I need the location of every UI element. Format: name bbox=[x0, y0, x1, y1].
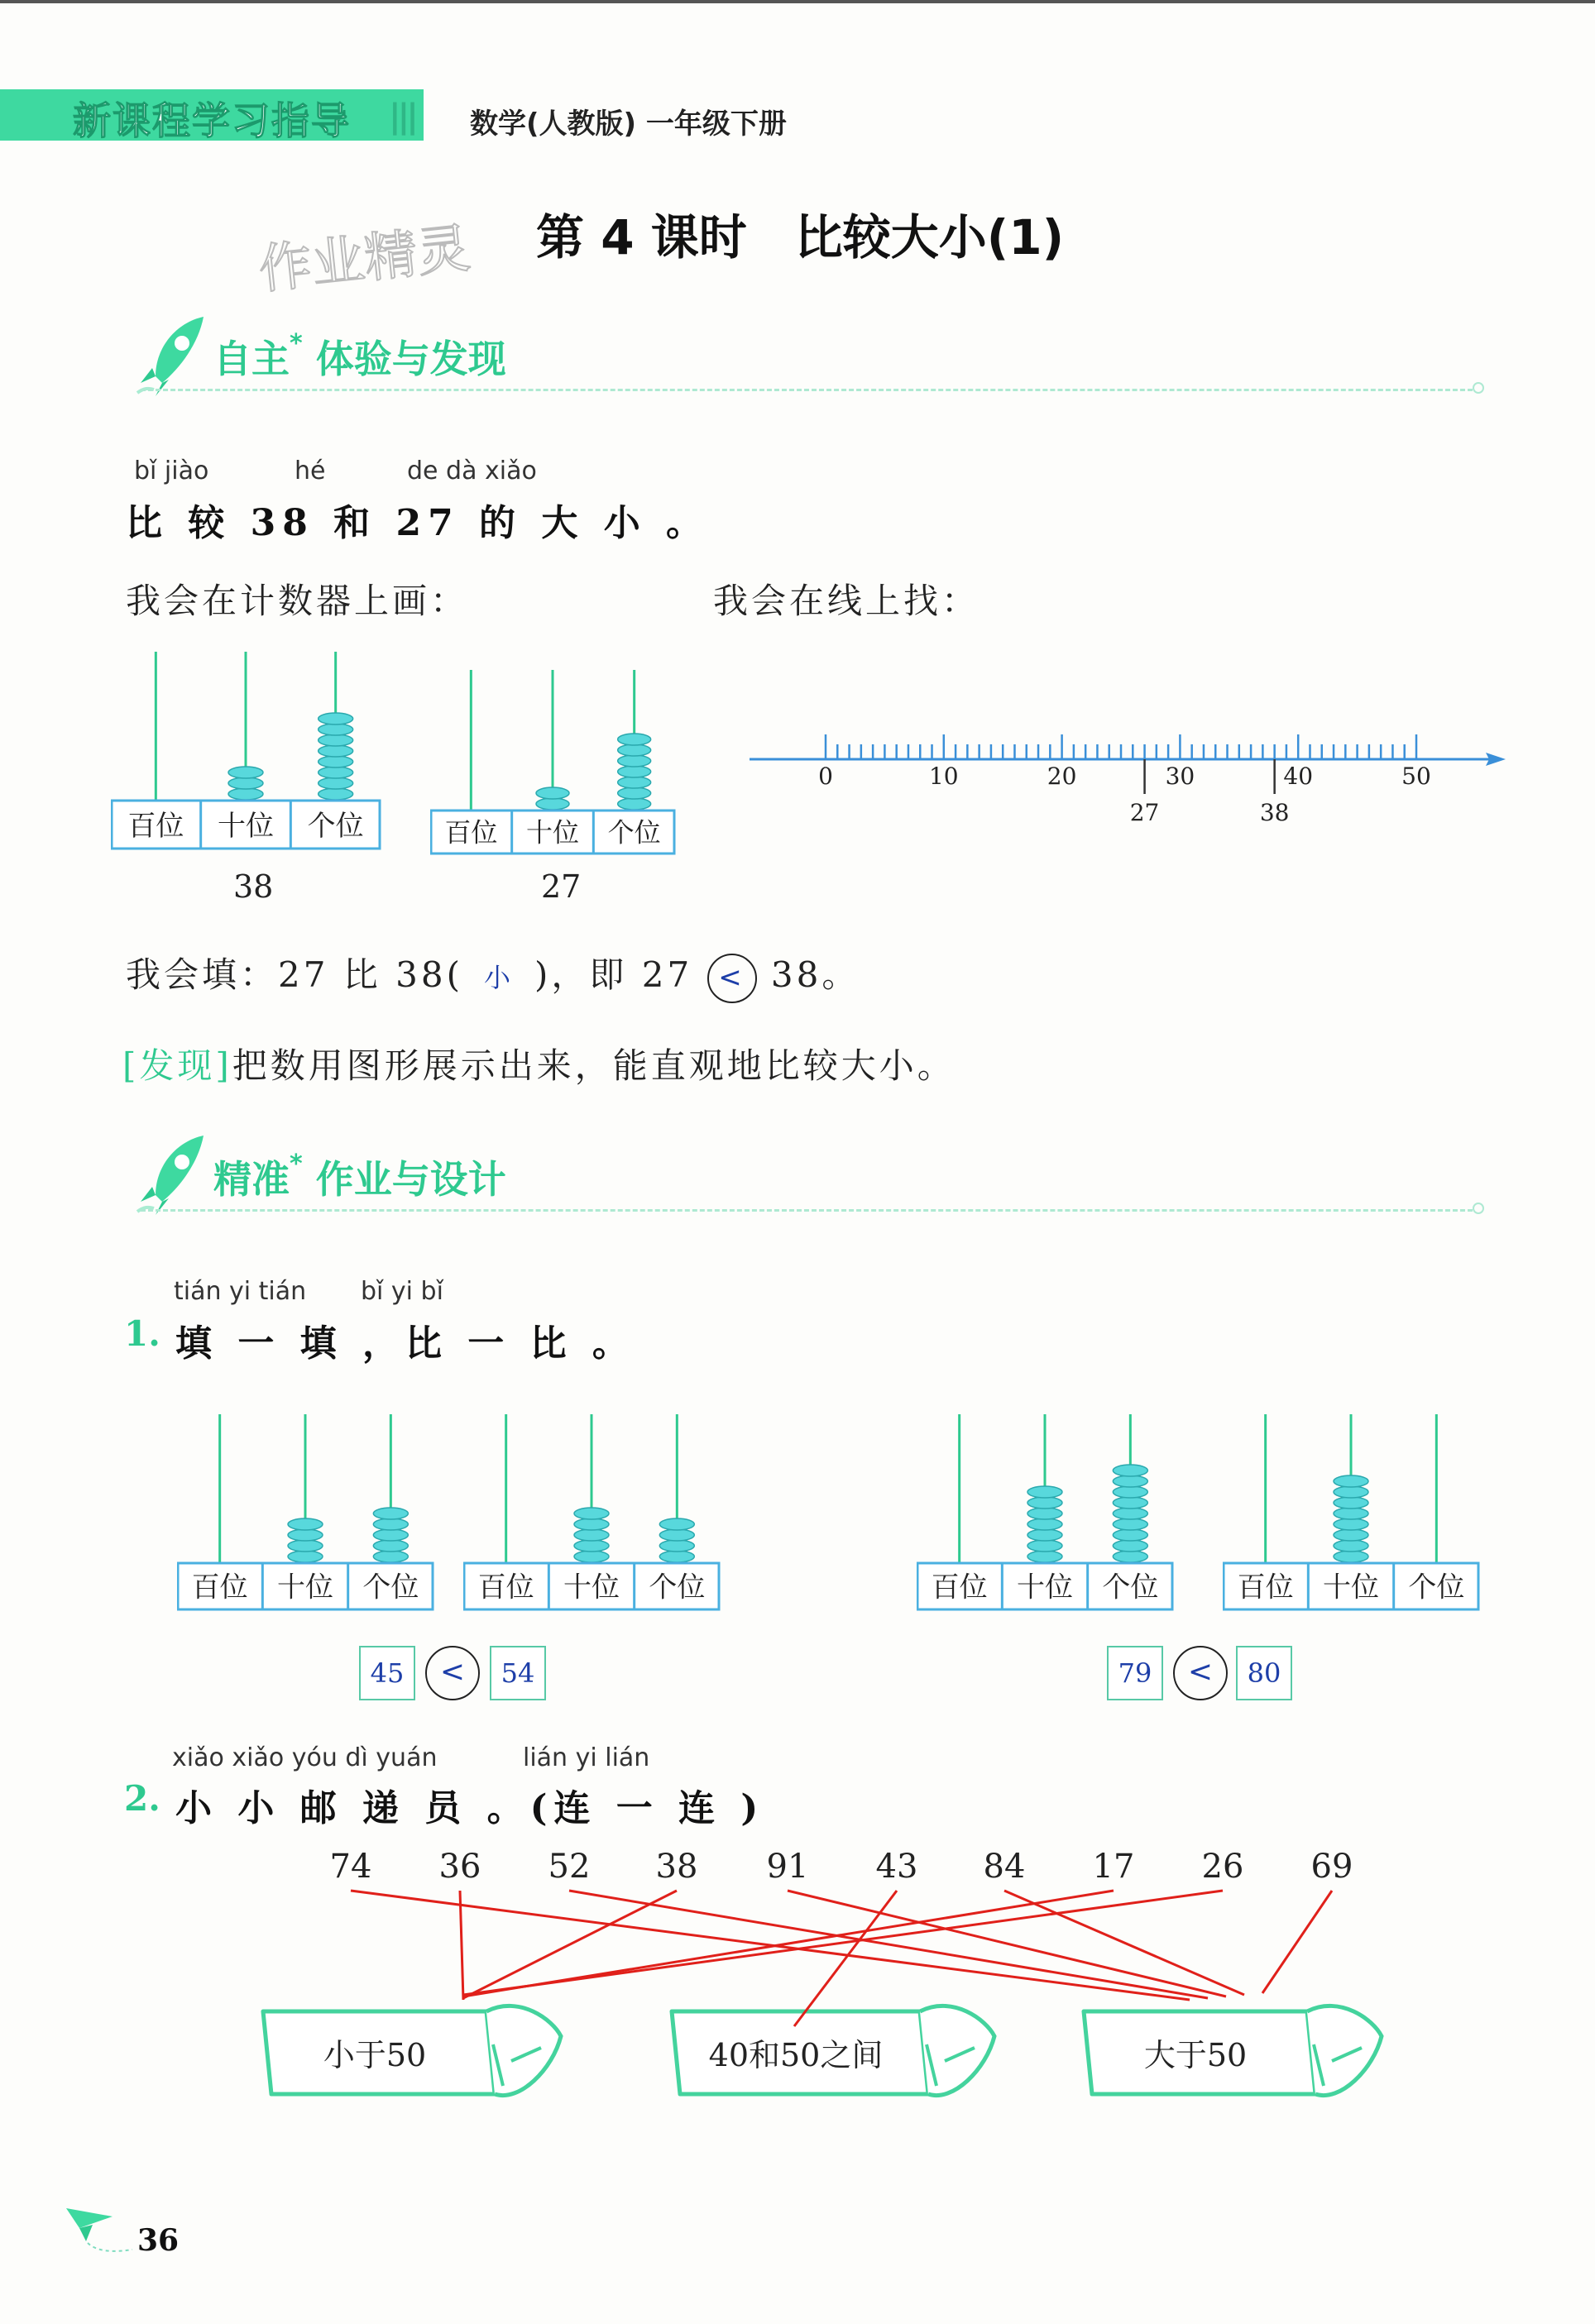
mailbox-flap bbox=[920, 2006, 994, 2095]
tens-bead bbox=[1027, 1540, 1062, 1552]
ones-bead bbox=[1113, 1540, 1147, 1552]
pinyin-2: hé bbox=[295, 457, 326, 485]
place-label: 十位 bbox=[277, 1571, 333, 1604]
ones-bead bbox=[1113, 1529, 1147, 1541]
fill-answer-symbol: < bbox=[707, 954, 757, 1003]
star-icon: * bbox=[290, 1150, 303, 1179]
ones-bead bbox=[659, 1551, 694, 1562]
fill-middle: )，即 27 bbox=[534, 954, 693, 995]
ones-bead bbox=[1113, 1475, 1147, 1487]
q1-answer-left-2[interactable]: 79 bbox=[1107, 1646, 1163, 1700]
pinyin-1: bǐ jiào bbox=[134, 457, 209, 485]
ones-bead bbox=[319, 788, 353, 800]
connection-line bbox=[463, 1891, 1223, 1995]
q1-answer-left-1[interactable]: 45 bbox=[359, 1646, 415, 1700]
abacus-38-number: 38 bbox=[233, 868, 274, 905]
tens-bead bbox=[228, 777, 263, 789]
q2-text: 小 小 邮 递 员 。(连 一 连 ) bbox=[175, 1787, 765, 1829]
ones-bead bbox=[1113, 1497, 1147, 1509]
tens-bead bbox=[1027, 1518, 1062, 1530]
discovery-text: 把数用图形展示出来，能直观地比较大小。 bbox=[232, 1045, 956, 1086]
tens-bead bbox=[1334, 1508, 1368, 1519]
tick-label: 10 bbox=[928, 763, 959, 790]
letter-number: 74 bbox=[329, 1848, 372, 1886]
q1-answer-symbol-1[interactable]: < bbox=[425, 1646, 480, 1700]
mailbox-matching bbox=[0, 1836, 1595, 2134]
place-label: 个位 bbox=[607, 816, 661, 849]
discovery-note bbox=[122, 1039, 956, 1088]
ones-bead bbox=[319, 745, 353, 757]
tens-bead bbox=[228, 788, 263, 800]
q1-abacus-3 bbox=[917, 1406, 1181, 1613]
fill-suffix: 38。 bbox=[770, 954, 860, 995]
connection-line bbox=[1262, 1891, 1332, 1993]
ones-bead bbox=[659, 1529, 694, 1541]
connection-line bbox=[351, 1891, 1190, 2000]
place-label: 十位 bbox=[1323, 1571, 1379, 1604]
mark-label: 27 bbox=[1129, 799, 1160, 826]
pinyin-3: de dà xiǎo bbox=[407, 457, 537, 485]
q1-pinyin-2: bǐ yi bǐ bbox=[361, 1277, 443, 1306]
tens-bead bbox=[1334, 1497, 1368, 1509]
place-label: 十位 bbox=[218, 809, 274, 843]
tens-bead bbox=[288, 1529, 323, 1541]
place-label: 个位 bbox=[1408, 1571, 1465, 1604]
mailbox-flap bbox=[486, 2006, 561, 2095]
tens-bead bbox=[1334, 1540, 1368, 1552]
tens-bead bbox=[1027, 1486, 1062, 1498]
place-label: 百位 bbox=[477, 1571, 534, 1604]
tens-bead bbox=[228, 767, 263, 778]
q1-answer-symbol-2[interactable]: < bbox=[1173, 1646, 1228, 1700]
place-label: 百位 bbox=[191, 1571, 248, 1604]
mailbox-label: 40和50之间 bbox=[708, 2037, 884, 2073]
abacus-38 bbox=[111, 643, 400, 858]
tens-bead bbox=[574, 1540, 609, 1552]
ones-bead bbox=[618, 744, 651, 756]
mark-label: 38 bbox=[1259, 799, 1290, 826]
place-label: 十位 bbox=[563, 1571, 620, 1604]
ones-bead bbox=[1113, 1465, 1147, 1476]
ones-bead bbox=[373, 1540, 408, 1552]
number-line-caption: 我会在线上找： bbox=[713, 581, 980, 621]
ones-bead bbox=[319, 756, 353, 767]
q1-abacus-1 bbox=[177, 1406, 442, 1613]
place-label: 百位 bbox=[127, 809, 184, 843]
paper-plane-icon bbox=[63, 2200, 137, 2258]
tens-bead bbox=[288, 1518, 323, 1530]
section1-sublabel: 体验与发现 bbox=[315, 337, 506, 381]
letter-number: 84 bbox=[983, 1848, 1026, 1886]
q2-number: 2. bbox=[124, 1778, 160, 1819]
rocket-icon bbox=[131, 1129, 213, 1220]
abacus-27-number: 27 bbox=[541, 868, 582, 905]
top-border bbox=[0, 0, 1595, 3]
ones-bead bbox=[1113, 1508, 1147, 1519]
abacus-caption: 我会在计数器上画： bbox=[126, 581, 469, 621]
place-label: 个位 bbox=[1102, 1571, 1159, 1604]
ones-bead bbox=[319, 734, 353, 746]
tens-bead bbox=[1334, 1529, 1368, 1541]
place-label: 个位 bbox=[649, 1571, 706, 1604]
intro-prompt: 比 较 38 和 27 的 大 小 。 bbox=[126, 502, 710, 544]
abacus-27 bbox=[430, 653, 703, 860]
letter-number: 52 bbox=[548, 1848, 591, 1886]
tens-bead bbox=[574, 1518, 609, 1530]
ones-bead bbox=[618, 766, 651, 777]
rocket-icon bbox=[131, 310, 213, 401]
letter-number: 43 bbox=[875, 1848, 918, 1886]
tens-bead bbox=[1027, 1529, 1062, 1541]
ones-bead bbox=[373, 1508, 408, 1519]
page-number: 36 bbox=[137, 2223, 180, 2258]
tens-bead bbox=[574, 1529, 609, 1541]
ones-bead bbox=[319, 777, 353, 789]
tens-bead bbox=[1334, 1551, 1368, 1562]
ones-bead bbox=[1113, 1486, 1147, 1498]
ones-bead bbox=[1113, 1551, 1147, 1562]
q1-text: 填 一 填 ，比 一 比 。 bbox=[175, 1322, 635, 1365]
mailbox-label: 大于50 bbox=[1143, 2037, 1248, 2073]
tens-bead bbox=[1027, 1508, 1062, 1519]
ones-bead bbox=[618, 734, 651, 745]
connection-line bbox=[788, 1891, 1226, 1996]
q1-abacus-2 bbox=[463, 1406, 728, 1613]
place-label: 个位 bbox=[307, 809, 364, 843]
place-label: 百位 bbox=[1237, 1571, 1294, 1604]
section2-label: 精准 bbox=[213, 1157, 290, 1202]
letter-number: 36 bbox=[438, 1848, 481, 1886]
ones-bead bbox=[319, 724, 353, 735]
ones-bead bbox=[618, 798, 651, 810]
tens-bead bbox=[1027, 1551, 1062, 1562]
letter-number: 91 bbox=[766, 1848, 809, 1886]
star-icon: * bbox=[290, 329, 303, 358]
ones-bead bbox=[659, 1518, 694, 1530]
q2-pinyin-2: lián yi lián bbox=[523, 1743, 650, 1772]
ones-bead bbox=[319, 713, 353, 724]
place-label: 百位 bbox=[931, 1571, 988, 1604]
ones-bead bbox=[618, 787, 651, 799]
place-label: 十位 bbox=[1017, 1571, 1073, 1604]
series-title: 新课程学习指导 bbox=[73, 98, 351, 143]
tens-bead bbox=[536, 787, 569, 799]
ones-bead bbox=[373, 1551, 408, 1562]
tick-label: 20 bbox=[1047, 763, 1077, 790]
ones-bead bbox=[659, 1540, 694, 1552]
number-line bbox=[740, 708, 1526, 832]
letter-number: 69 bbox=[1310, 1848, 1353, 1886]
fill-prefix: 我会填：27 比 38( bbox=[126, 954, 463, 995]
tens-bead bbox=[574, 1551, 609, 1562]
tens-bead bbox=[1334, 1518, 1368, 1530]
watermark: 作业精灵 bbox=[256, 218, 473, 302]
divider-end-dot bbox=[1473, 1203, 1484, 1214]
mailbox-flap bbox=[1307, 2006, 1382, 2095]
ones-bead bbox=[373, 1529, 408, 1541]
tens-bead bbox=[1027, 1497, 1062, 1509]
subject-label: 数学(人教版) 一年级下册 bbox=[470, 108, 787, 141]
tick-label: 30 bbox=[1165, 763, 1195, 790]
tens-bead bbox=[1334, 1475, 1368, 1487]
ones-bead bbox=[373, 1518, 408, 1530]
tens-bead bbox=[288, 1551, 323, 1562]
q1-number: 1. bbox=[124, 1313, 160, 1354]
connection-line bbox=[460, 1891, 463, 2000]
section2-divider bbox=[141, 1209, 1473, 1212]
ones-bead bbox=[618, 777, 651, 788]
tick-label: 40 bbox=[1283, 763, 1314, 790]
q1-answer-right-1[interactable]: 54 bbox=[490, 1646, 546, 1700]
tens-bead bbox=[536, 798, 569, 810]
connection-line bbox=[463, 1891, 677, 1998]
place-label: 个位 bbox=[362, 1571, 419, 1604]
section2-sublabel: 作业与设计 bbox=[315, 1157, 506, 1202]
section1-divider bbox=[141, 389, 1473, 391]
mailbox-label: 小于50 bbox=[323, 2037, 427, 2073]
q1-pinyin-1: tián yi tián bbox=[174, 1277, 307, 1306]
ones-bead bbox=[1113, 1518, 1147, 1530]
ones-bead bbox=[618, 755, 651, 767]
fill-sentence bbox=[126, 948, 860, 1003]
tens-bead bbox=[574, 1508, 609, 1519]
letter-number: 17 bbox=[1092, 1848, 1135, 1886]
tick-label: 50 bbox=[1401, 763, 1431, 790]
q1-answer-right-2[interactable]: 80 bbox=[1236, 1646, 1292, 1700]
tens-bead bbox=[1334, 1486, 1368, 1498]
lesson-title: 第 4 课时 比较大小(1) bbox=[536, 209, 1065, 265]
q2-pinyin-1: xiǎo xiǎo yóu dì yuán bbox=[172, 1743, 438, 1772]
letter-number: 26 bbox=[1201, 1848, 1244, 1886]
banner-bars: ||| bbox=[389, 98, 415, 136]
tick-label: 0 bbox=[818, 763, 833, 790]
place-label: 百位 bbox=[444, 816, 498, 849]
section1-label: 自主 bbox=[213, 337, 290, 381]
discovery-tag: [发现] bbox=[122, 1045, 232, 1086]
place-label: 十位 bbox=[525, 816, 580, 849]
divider-end-dot bbox=[1473, 382, 1484, 394]
q1-abacus-4 bbox=[1223, 1406, 1487, 1613]
ones-bead bbox=[319, 767, 353, 778]
letter-number: 38 bbox=[655, 1848, 698, 1886]
fill-answer-word: 小 bbox=[483, 962, 514, 993]
tens-bead bbox=[288, 1540, 323, 1552]
